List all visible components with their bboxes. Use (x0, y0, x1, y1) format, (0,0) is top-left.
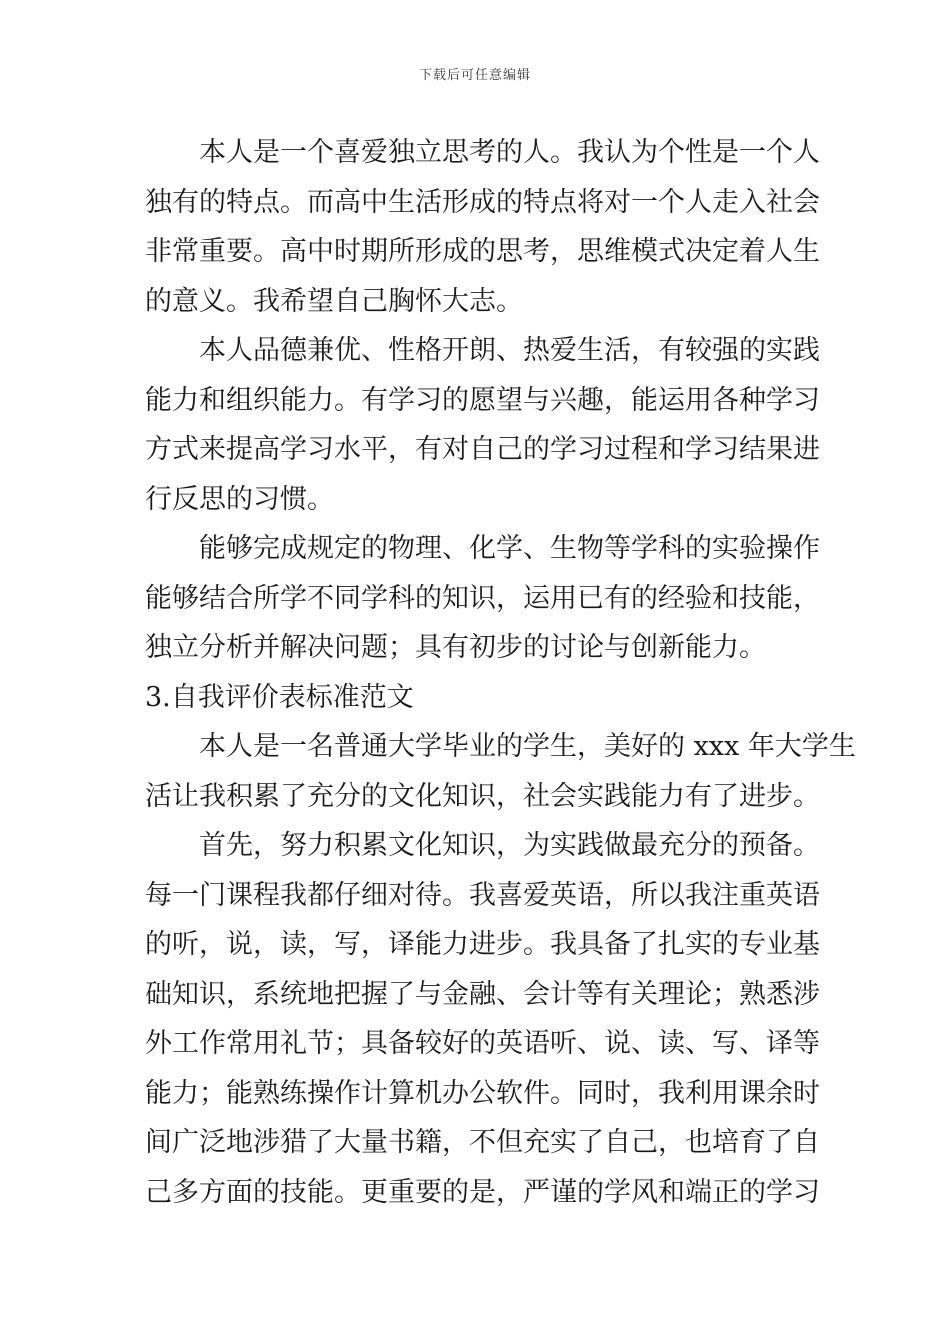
section-heading: 3.自我评价表标准范文 (145, 681, 414, 713)
text-line: 的听，说，读，写，译能力进步。我具备了扎实的专业基 (145, 929, 820, 960)
text-line: 本人是一名普通大学毕业的学生，美好的 xxx 年大学生 (199, 731, 856, 762)
text-line: 首先，努力积累文化知识，为实践做最充分的预备。 (199, 830, 820, 861)
text-line: 独立分析并解决问题；具有初步的讨论与创新能力。 (145, 632, 766, 663)
document-body (145, 128, 856, 1217)
text-line: 的意义。我希望自己胸怀大志。 (145, 285, 523, 317)
text-line: 能够完成规定的物理、化学、生物等学科的实验操作 (199, 533, 820, 564)
text-line: 行反思的习惯。 (145, 483, 334, 515)
text-line: 每一门课程我都仔细对待。我喜爱英语，所以我注重英语 (145, 879, 820, 911)
text-line: 方式来提高学习水平，有对自己的学习过程和学习结果进 (145, 434, 820, 465)
text-line: 活让我积累了充分的文化知识，社会实践能力有了进步。 (145, 780, 820, 812)
text-line: 己多方面的技能。更重要的是，严谨的学风和端正的学习 (145, 1176, 820, 1208)
text-line: 本人品德兼优、性格开朗、热爱生活，有较强的实践 (199, 335, 820, 366)
text-line: 非常重要。高中时期所形成的思考，思维模式决定着人生 (145, 236, 820, 267)
text-line: 能力；能熟练操作计算机办公软件。同时，我利用课余时 (145, 1077, 820, 1109)
text-line: 能力和组织能力。有学习的愿望与兴趣，能运用各种学习 (145, 384, 820, 416)
text-line: 本人是一个喜爱独立思考的人。我认为个性是一个人 (199, 137, 820, 168)
text-line: 础知识，系统地把握了与金融、会计等有关理论；熟悉涉 (145, 978, 820, 1010)
text-line: 独有的特点。而高中生活形成的特点将对一个人走入社会 (145, 186, 820, 218)
header-note: 下载后可任意编辑 (418, 68, 531, 83)
text-line: 能够结合所学不同学科的知识，运用已有的经验和技能， (145, 582, 820, 614)
text-line: 外工作常用礼节；具备较好的英语听、说、读、写、译等 (145, 1028, 820, 1059)
text-line: 间广泛地涉猎了大量书籍，不但充实了自己，也培育了自 (145, 1127, 820, 1158)
